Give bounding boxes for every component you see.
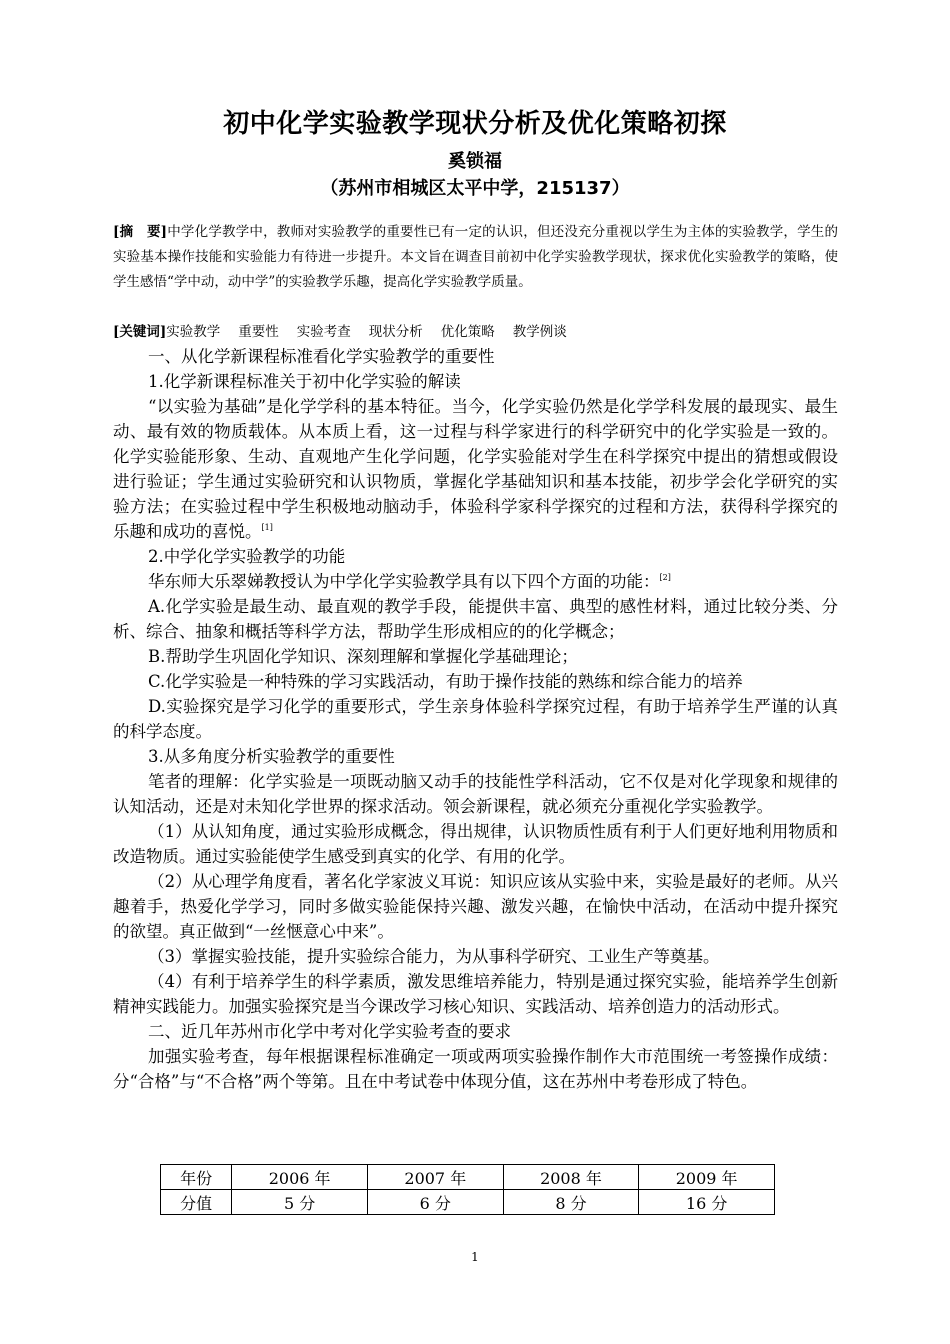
paragraph-text: “以实验为基础”是化学学科的基本特征。当今，化学实验仍然是化学学科发展的最现实、最生动、最有效的物质载体。从本质上看，这一过程与科学家进行的科学研究中的化学实验是一致的。化学实验能形象、生动、直观地产生化学问题，化学实验能对学生在科学探究中提出的猜想或假设进行验证；学生通过实验研究和认识物质，掌握化学基础知识和基本技能，初步学会化学研究的实验方法；在实验过程中学生积极地动脑动手，体验科学家科学探究的过程和方法，获得科学探究的乐趣和成功的喜悦。 [113, 397, 838, 541]
table-cell: 分值 [161, 1190, 232, 1215]
body-paragraph [113, 969, 838, 1019]
paragraph-text: B.帮助学生巩固化学知识、深刻理解和掌握化学基础理论； [148, 647, 578, 666]
citation-ref: [1] [261, 523, 273, 532]
table-cell: 2007 年 [367, 1165, 503, 1190]
citation-ref: [2] [659, 573, 671, 582]
body-paragraph [113, 744, 838, 769]
body-paragraph [113, 694, 838, 744]
table-cell: 6 分 [367, 1190, 503, 1215]
body-paragraph [113, 944, 838, 969]
table-cell: 8 分 [503, 1190, 639, 1215]
paragraph-text: （3）掌握实验技能，提升实验综合能力，为从事科学研究、工业生产等奠基。 [148, 947, 720, 966]
body-paragraph [113, 394, 838, 544]
paragraph-text: 二、近几年苏州市化学中考对化学实验考查的要求 [148, 1022, 511, 1041]
table-row [161, 1190, 775, 1215]
author-affiliation: （苏州市相城区太平中学，215137） [320, 178, 630, 199]
keyword: 重要性 [238, 324, 279, 340]
keyword-list [166, 324, 585, 340]
body-paragraph [113, 1044, 838, 1094]
body-paragraph [113, 569, 838, 594]
table-cell: 2008 年 [503, 1165, 639, 1190]
paragraph-text: 1.化学新课程标准关于初中化学实验的解读 [148, 372, 461, 391]
page-number: 1 [471, 1250, 479, 1264]
paragraph-text: 2.中学化学实验教学的功能 [148, 547, 346, 566]
body-paragraph [113, 1019, 838, 1044]
paragraph-text: 华东师大乐翠娣教授认为中学化学实验教学具有以下四个方面的功能： [148, 572, 660, 591]
abstract-text: 中学化学教学中，教师对实验教学的重要性已有一定的认识，但还没充分重视以学生为主体的实验教学，学生的实验基本操作技能和实验能力有待进一步提升。本文旨在调查目前初中化学实验教学现状，探求优化实验教学的策略，使学生感悟“学中动，动中学”的实验教学乐趣，提高化学实验教学质量。 [113, 224, 838, 290]
keyword: 实验考查 [296, 324, 351, 340]
keywords [113, 320, 838, 345]
body-paragraph [113, 819, 838, 869]
table-cell: 5 分 [232, 1190, 368, 1215]
table-cell: 2009 年 [639, 1165, 775, 1190]
paragraph-text: D.实验探究是学习化学的重要形式，学生亲身体验科学探究过程，有助于培养学生严谨的认真的科学态度。 [113, 697, 838, 741]
paragraph-text: 一、从化学新课程标准看化学实验教学的重要性 [148, 347, 495, 366]
body-paragraph [113, 544, 838, 569]
paragraph-text: 3.从多角度分析实验教学的重要性 [148, 747, 395, 766]
body-paragraph [113, 644, 838, 669]
table-cell: 16 分 [639, 1190, 775, 1215]
body-paragraph [113, 769, 838, 819]
keyword: 优化策略 [440, 324, 495, 340]
score-table [160, 1164, 775, 1215]
body-paragraph [113, 594, 838, 644]
table-cell: 年份 [161, 1165, 232, 1190]
table-cell: 2006 年 [232, 1165, 368, 1190]
table-row [161, 1165, 775, 1190]
paragraph-text: 加强实验考查，每年根据课程标准确定一项或两项实验操作制作大市范围统一考签操作成绩：分“合格”与“不合格”两个等第。且在中考试卷中体现分值，这在苏州中考卷形成了特色。 [113, 1047, 838, 1091]
abstract [113, 220, 838, 295]
keyword: 现状分析 [368, 324, 423, 340]
body-paragraph [113, 344, 838, 369]
abstract-label: [摘 要] [113, 224, 168, 240]
paragraph-text: 笔者的理解：化学实验是一项既动脑又动手的技能性学科活动，它不仅是对化学现象和规律的认知活动，还是对未知化学世界的探求活动。领会新课程，就必须充分重视化学实验教学。 [113, 772, 838, 816]
body-paragraph [113, 869, 838, 944]
author-name: 奚锁福 [448, 151, 502, 172]
keyword: 教学例谈 [512, 324, 567, 340]
paragraph-text: （4）有利于培养学生的科学素质，激发思维培养能力，特别是通过探究实验，能培养学生创新精神实践能力。加强实验探究是当今课改学习核心知识、实践活动、培养创造力的活动形式。 [113, 972, 838, 1016]
page-title: 初中化学实验教学现状分析及优化策略初探 [223, 109, 727, 139]
body-paragraph [113, 669, 838, 694]
article-body [113, 344, 838, 1094]
paragraph-text: （2）从心理学角度看，著名化学家波义耳说：知识应该从实验中来，实验是最好的老师。从兴趣着手，热爱化学学习，同时多做实验能保持兴趣、激发兴趣，在愉快中活动，在活动中提升探究的欲望。真正做到“一丝惬意心中来”。 [113, 872, 838, 941]
keyword: 实验教学 [166, 324, 221, 340]
paragraph-text: （1）从认知角度，通过实验形成概念，得出规律，认识物质性质有利于人们更好地利用物质和改造物质。通过实验能使学生感受到真实的化学、有用的化学。 [113, 822, 838, 866]
body-paragraph [113, 369, 838, 394]
paragraph-text: C.化学实验是一种特殊的学习实践活动，有助于操作技能的熟练和综合能力的培养 [148, 672, 743, 691]
keywords-label: [关键词] [113, 324, 167, 340]
paragraph-text: A.化学实验是最生动、最直观的教学手段，能提供丰富、典型的感性材料，通过比较分类、分析、综合、抽象和概括等科学方法，帮助学生形成相应的的化学概念； [113, 597, 838, 641]
